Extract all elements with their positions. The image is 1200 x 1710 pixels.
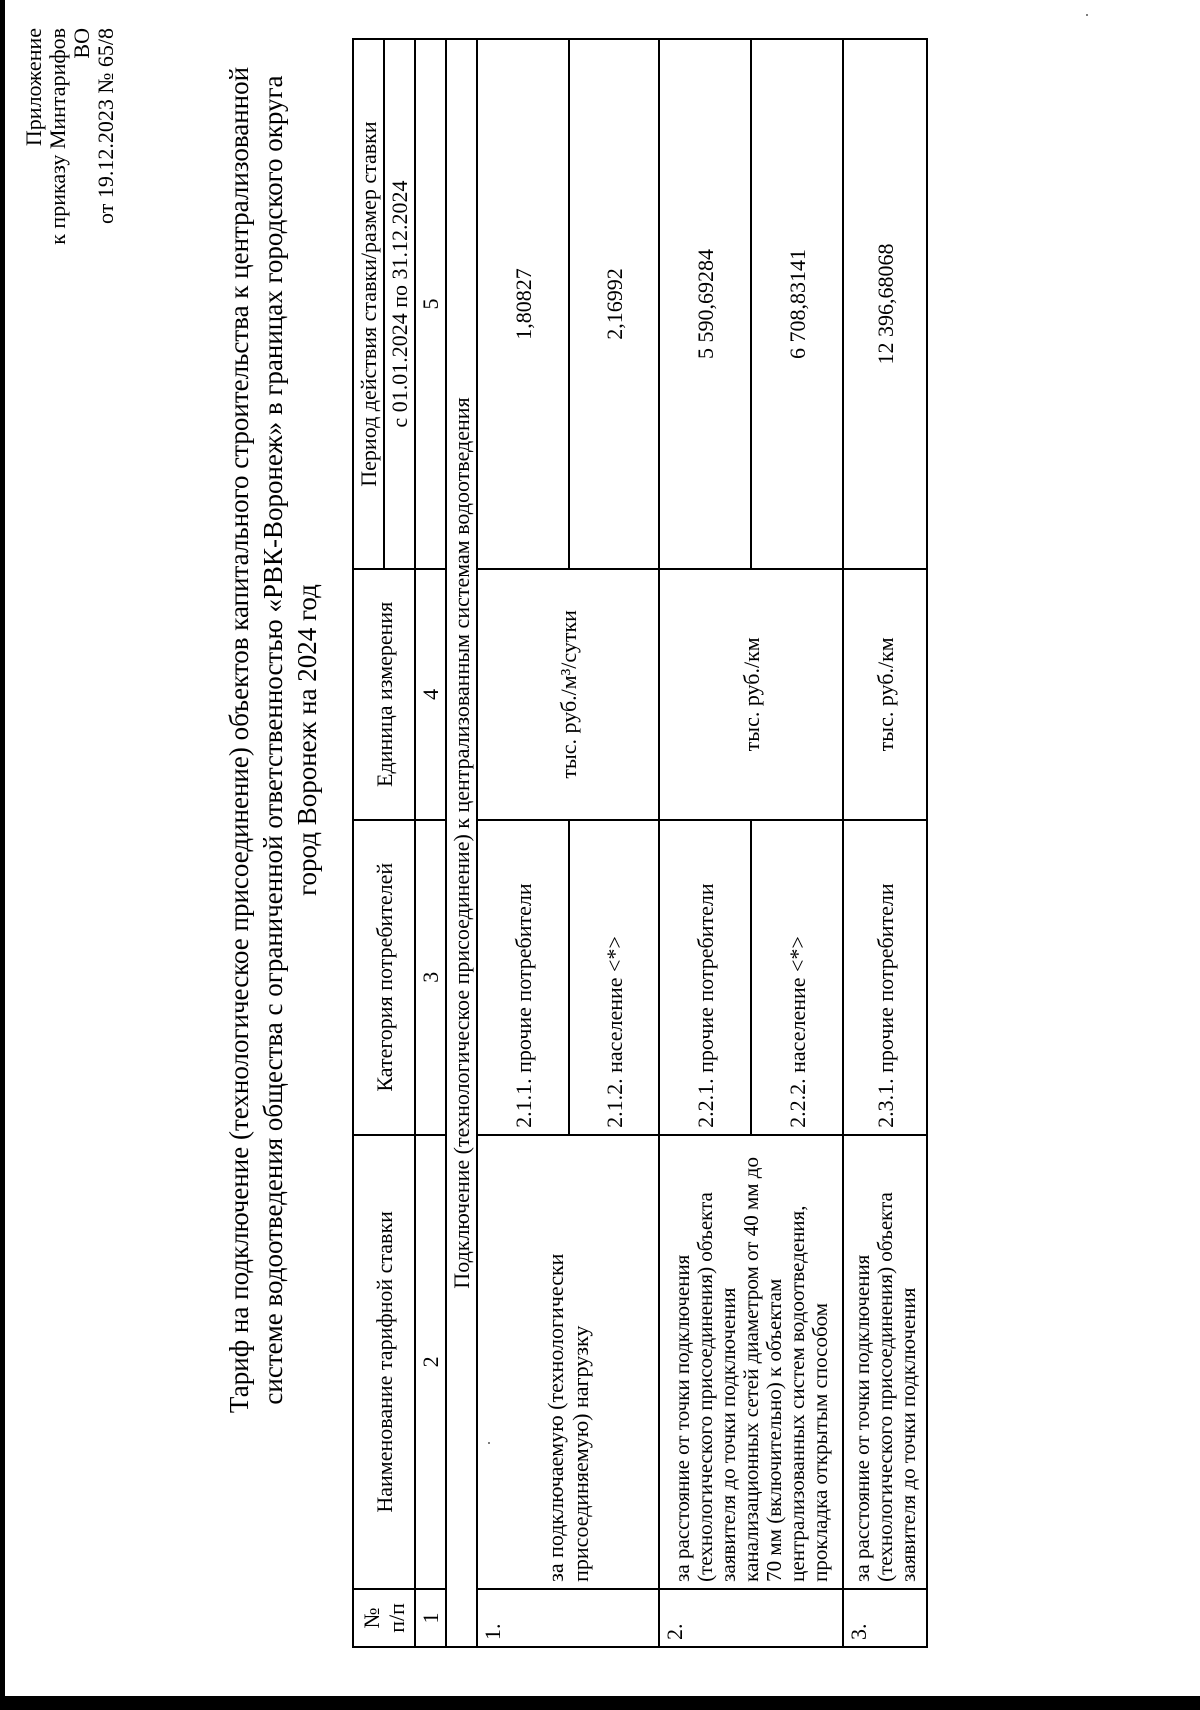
row-value: 5 590,69284: [659, 39, 751, 569]
header-num: № п/п: [353, 1589, 415, 1647]
header-name: Наименование тарифной ставки: [353, 1135, 415, 1589]
table-row: [659, 39, 751, 1647]
appendix-line-3: от 19.12.2023 № 65/8: [93, 28, 118, 224]
section-title: Подключение (технологическое присоединение) к централизованным системам водоотведения: [446, 39, 477, 1647]
header-category: Категория потребителей: [353, 820, 415, 1135]
row-name: за расстояние от точки подключения (технологического присоединения) объекта заявителя до точки подключения: [843, 1135, 927, 1589]
row-value: 2,16992: [569, 39, 659, 569]
row-category: 2.2.2. население <*>: [751, 820, 843, 1135]
title-line-2: системе водоотведения общества с ограниченной ответственностью «РВК-Воронеж» в границах городского округа: [258, 75, 288, 1405]
row-value: 1,80827: [477, 39, 569, 569]
title-line-1: Тариф на подключение (технологическое присоединение) объектов капитального строительства к централизованной: [224, 66, 254, 1414]
col-number: 1: [415, 1589, 446, 1647]
row-value: 12 396,68068: [843, 39, 927, 569]
row-category: 2.1.2. население <*>: [569, 820, 659, 1135]
row-name: за расстояние от точки подключения (технологического присоединения) объекта заявителя до точки подключения канализационных сетей диаметром от 40 мм до 70 мм (включительно) к объектам централизованных систем водоотведения, прокладка открытым способом: [659, 1135, 843, 1589]
tariff-table: [352, 38, 928, 1648]
col-number: 4: [415, 569, 446, 819]
col-number: 3: [415, 820, 446, 1135]
row-category: 2.3.1. прочие потребители: [843, 820, 927, 1135]
row-unit: [477, 569, 659, 819]
title-line-3: город Воронеж на 2024 год: [292, 584, 322, 896]
row-num: 2.: [659, 1589, 843, 1647]
row-unit: тыс. руб./км: [843, 569, 927, 819]
appendix-header: [22, 28, 118, 260]
row-num: 3.: [843, 1589, 927, 1647]
header-period: Период действия ставки/размер ставки: [353, 39, 384, 569]
header-period-range: с 01.01.2024 по 31.12.2024: [384, 39, 415, 569]
document-title: [222, 50, 324, 1430]
row-unit-text: тыс. руб./м³/сутки: [555, 610, 581, 779]
row-category: 2.1.1. прочие потребители: [477, 820, 569, 1135]
row-unit: тыс. руб./км: [659, 569, 843, 819]
table-row: [477, 39, 569, 1647]
row-value: 6 708,83141: [751, 39, 843, 569]
row-name: за подключаемую (технологически присоединяемую) нагрузку: [477, 1135, 659, 1589]
row-num: 1.: [477, 1589, 659, 1647]
table-row: [843, 39, 927, 1647]
row-category: 2.2.1. прочие потребители: [659, 820, 751, 1135]
table-header-row: [353, 39, 384, 1647]
column-numbers-row: [415, 39, 446, 1647]
section-title-row: [446, 39, 477, 1647]
col-number: 2: [415, 1135, 446, 1589]
col-number: 5: [415, 39, 446, 569]
appendix-line-1: Приложение: [21, 28, 46, 147]
appendix-line-2: к приказу Минтарифов ВО: [45, 28, 94, 245]
header-unit: Единица измерения: [353, 569, 415, 819]
